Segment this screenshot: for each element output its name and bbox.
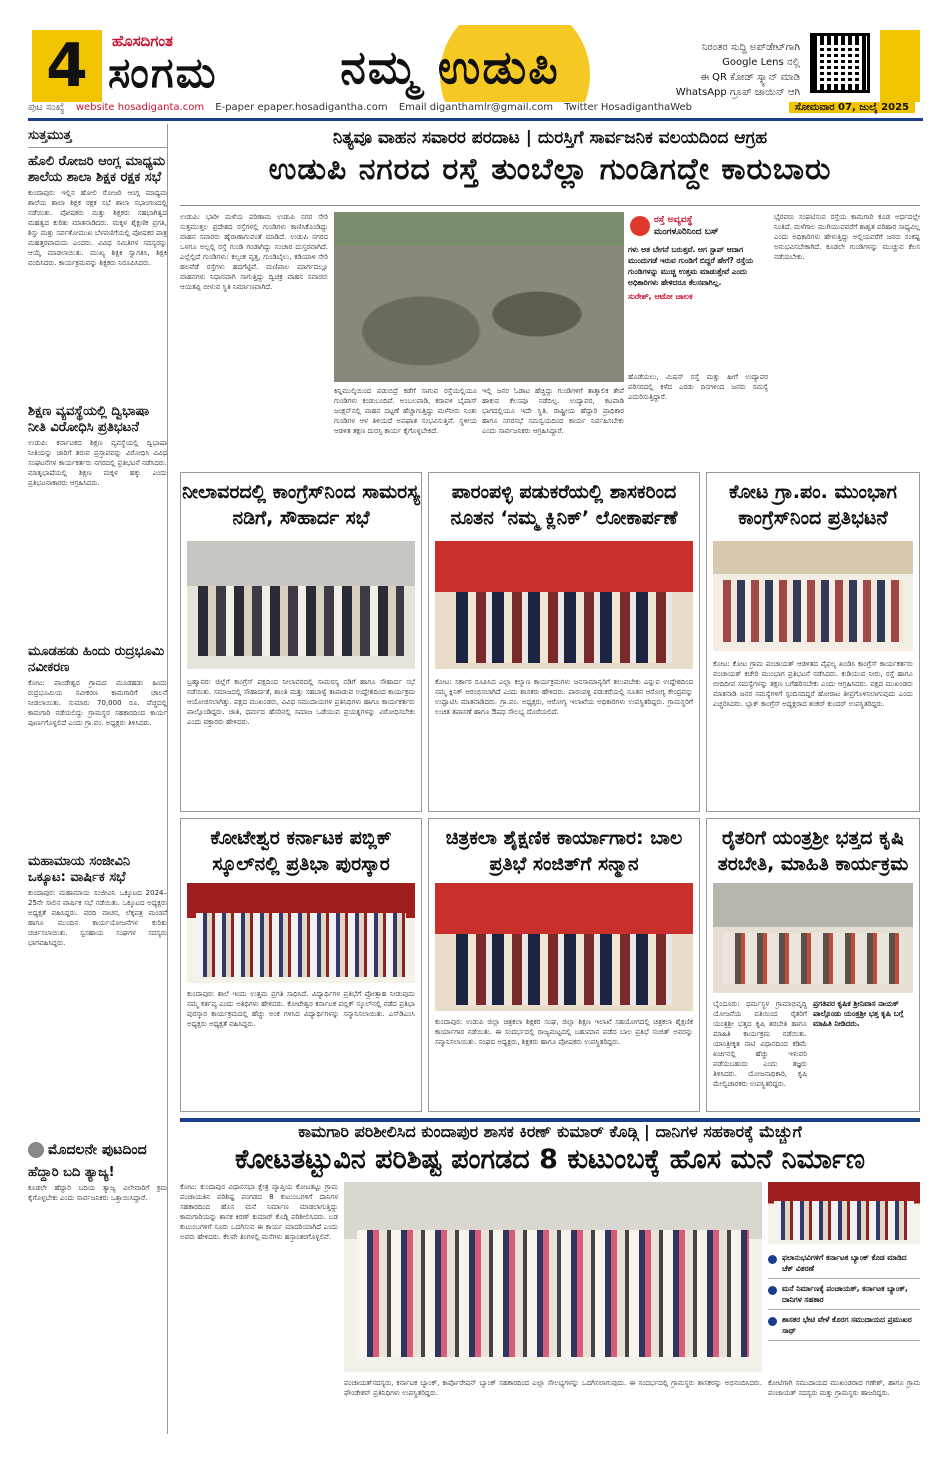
lead-col-2: ಕಿನ್ನಿಮುಲ್ಕಿಯಿಂದ ಪಡುಬಿದ್ರೆ ಕಡೆಗೆ ಸಾಗುವ ರಸ್ತೆಯಲ್ಲಿಯೂ ಗುಂಡಿಗಳು ಕಂಡುಬಂದಿವೆ. ಅಂಬಲಪಾಡಿ, ಕರಾವಳಿ ಬೈಪಾಸ್ ಜಂಕ್ಷನ್‌ನಲ್ಲಿ ವಾಹನ ದಟ್ಟಣೆ ಹೆಚ್ಚಾಗುತ್ತಿದ್ದು ಮಳೆನೀರು ನಿಂತು ಗುಂಡಿಗಳ ಆಳ ತಿಳಿಯದೆ ಅಪಘಾತ ಸಂಭವಿಸುತ್ತಿವೆ. ಸ್ಥಳೀಯ ಆಡಳಿತ ತಕ್ಷಣ ದುರಸ್ತಿ ಕಾರ್ಯ ಕೈಗೊಳ್ಳಬೇಕಿದೆ. xyxy=(334,387,477,435)
left-story-3-body: ಕೋಟ: ಪಾಂಡೇಶ್ವರ ಗ್ರಾಮದ ಮೂಡಹಡು ಹಿಂದು ರುದ್ರಭೂಮಿಯ ನವೀಕರಣ ಕಾಮಗಾರಿಗೆ ಚಾಲನೆ ನೀಡಲಾಯಿತು. ಸುಮಾರು 70,000 ರೂ. ವೆಚ್ಚದಲ್ಲಿ ಕಾಮಗಾರಿ ನಡೆಯಲಿದ್ದು ಗ್ರಾಮಸ್ಥರ ಸಹಕಾರದಿಂದ ಕಾರ್ಯ ಪೂರ್ಣಗೊಳ್ಳಲಿದೆ ಎಂದು ಗ್ರಾ.ಪಂ. ಅಧ್ಯಕ್ಷರು ತಿಳಿಸಿದರು. xyxy=(28,679,167,727)
masthead-rule xyxy=(28,118,923,121)
qr-line-2: Google Lens ನಲ್ಲಿ xyxy=(722,57,800,68)
left-story-1-body: ಕುಂದಾಪುರ: ಇಲ್ಲಿನ ಹೋಲಿ ರೋಜರಿ ಆಂಗ್ಲ ಮಾಧ್ಯಮ ಶಾಲೆಯ ಶಾಲಾ ಶಿಕ್ಷಕ ರಕ್ಷಕ ಸಭೆ ಶಾಲಾ ಸಭಾಂಗಣದಲ್ಲಿ ನಡೆಯಿತು. ಪೋಷಕರು ಮತ್ತು ಶಿಕ್ಷಕರು ಸಹಭಾಗಿತ್ವದ ಮಹತ್ವದ ಕುರಿತು ಮಾತನಾಡಿದರು. ಮಕ್ಕಳ ಶೈಕ್ಷಣಿಕ ಪ್ರಗತಿ, ಶಿಸ್ತು ಮತ್ತು ಸರ್ವತೋಮುಖ ಬೆಳವಣಿಗೆಯಲ್ಲಿ ಪೋಷಕರ ಪಾತ್ರ ಮಹತ್ತರವಾದುದು ಎಂದರು. ವಿವಿಧ ಸಮಿತಿಗಳ ಸದಸ್ಯರನ್ನು ಆಯ್ಕೆ ಮಾಡಲಾಯಿತು. ಮುಖ್ಯ ಶಿಕ್ಷಕಿ ಸ್ವಾಗತಿಸಿ, ಶಿಕ್ಷಕಿ ವಂದಿಸಿದರು. ಕಾರ್ಯಕ್ರಮವನ್ನು ಶಿಕ್ಷಕರು ನಿರೂಪಿಸಿದರು. xyxy=(28,189,167,267)
epaper-link[interactable]: E-paper epaper.hosadigantha.com xyxy=(215,102,388,113)
left-column xyxy=(28,124,168,1434)
bottom-bullets xyxy=(768,1248,920,1341)
twitter-link[interactable]: Twitter HosadiganthaWeb xyxy=(564,102,693,113)
qr-line-4: WhatsApp ಗ್ರೂಪ್ ಜಾಯಿನ್ ಆಗಿ xyxy=(675,87,800,98)
story-nilavara-title: ನೀಲಾವರದಲ್ಲಿ ಕಾಂಗ್ರೆಸ್‌ನಿಂದ ಸಾಮರಸ್ಯ ನಡಿಗೆ, ಸೌಹಾರ್ದ ಸಭೆ xyxy=(182,481,420,529)
story-yantrashri-body: ಬೈಂದೂರು: ಧರ್ಮಸ್ಥಳ ಗ್ರಾಮಾಭಿವೃದ್ಧಿ ಯೋಜನೆಯ ವತಿಯಿಂದ ರೈತರಿಗೆ ಯಂತ್ರಶ್ರೀ ಭತ್ತದ ಕೃಷಿ ತರಬೇತಿ ಹಾಗೂ ಮಾಹಿತಿ ಕಾರ್ಯಕ್ರಮ ನಡೆಯಿತು. ಯಾಂತ್ರೀಕೃತ ನಾಟಿ ವಿಧಾನದಿಂದ ಕಡಿಮೆ ಖರ್ಚಿನಲ್ಲಿ ಹೆಚ್ಚು ಇಳುವರಿ ಪಡೆಯಬಹುದು ಎಂದು ತಜ್ಞರು ತಿಳಿಸಿದರು. ಯೋಜನಾಧಿಕಾರಿ, ಕೃಷಿ ಮೇಲ್ವಿಚಾರಕರು ಉಪಸ್ಥಿತರಿದ್ದರು. xyxy=(713,1000,807,1088)
qr-accent xyxy=(880,30,920,102)
story-koteshwara-body: ಕುಂದಾಪುರ: ಶಾಲೆ ಇಂದು ಉತ್ತಮ ಪ್ರಗತಿ ಸಾಧಿಸಿದೆ. ವಿದ್ಯಾರ್ಥಿಗಳ ಪ್ರತಿಭೆಗೆ ಪ್ರೋತ್ಸಾಹ ನೀಡುವುದು ನಮ್ಮ ಕರ್ತವ್ಯ ಎಂದು ಅತಿಥಿಗಳು ಹೇಳಿದರು. ಕೋಟೇಶ್ವರ ಕರ್ನಾಟಕ ಪಬ್ಲಿಕ್ ಸ್ಕೂಲ್‌ನಲ್ಲಿ ನಡೆದ ಪ್ರತಿಭಾ ಪುರಸ್ಕಾರ ಕಾರ್ಯಕ್ರಮದಲ್ಲಿ ಹೆಚ್ಚು ಅಂಕ ಗಳಿಸಿದ ವಿದ್ಯಾರ್ಥಿಗಳನ್ನು ಸನ್ಮಾನಿಸಲಾಯಿತು. ಎಸ್‌ಡಿಎಂಸಿ ಅಧ್ಯಕ್ಷರು ಅಧ್ಯಕ್ಷತೆ ವಹಿಸಿದ್ದರು. xyxy=(187,990,415,1028)
lead-side-text: ಹೊಡೆಯಲು, ಮಿಷನ್ ರಸ್ತೆ ಮತ್ತು ಹೀಗೆ ಉದ್ಯಾವರ ಪರಿಸರದಲ್ಲಿ ಕಳೆದ ಎರಡು ದಿನಗಳಿಂದ ಜನರು ಸಮಸ್ಯೆ ಎದುರಿಸುತ್ತಿದ್ದಾರೆ. xyxy=(628,373,768,401)
page-label: ಪುಟ ಸಂಖ್ಯೆ xyxy=(28,102,65,113)
lead-col-3: ಇಲ್ಲಿ ಜನರ ಓಡಾಟ ಹೆಚ್ಚಿದ್ದು ಗುಂಡಿಗಳಿಗೆ ತಾತ್ಕಾಲಿಕ ತೇಪೆ ಹಾಕುವ ಕೆಲಸವೂ ನಡೆದಿಲ್ಲ. ಉದ್ಯಾವರ, ಕಟಪಾಡಿ ಭಾಗದಲ್ಲಿಯೂ ಇದೇ ಸ್ಥಿತಿ. ರಾಷ್ಟ್ರೀಯ ಹೆದ್ದಾರಿ ಪ್ರಾಧಿಕಾರ ಹಾಗೂ ನಗರಸಭೆ ಸಮನ್ವಯದಿಂದ ಕಾರ್ಯ ನಿರ್ವಹಿಸಬೇಕು ಎಂದು ಸಾರ್ವಜನಿಕರು ಆಗ್ರಹಿಸಿದ್ದಾರೆ. xyxy=(482,387,624,435)
left-story-4-body: ಕುಂದಾಪುರ: ಮಹಾಮಾಯ ಸಂಜೀವಿನಿ ಒಕ್ಕೂಟದ 2024–25ನೇ ಸಾಲಿನ ವಾರ್ಷಿಕ ಸಭೆ ನಡೆಯಿತು. ಒಕ್ಕೂಟದ ಅಧ್ಯಕ್ಷರು ಅಧ್ಯಕ್ಷತೆ ವಹಿಸಿದ್ದರು. ವರದಿ ವಾಚನ, ಲೆಕ್ಕಪತ್ರ ಮಂಡನೆ ಹಾಗೂ ಮುಂದಿನ ಕಾರ್ಯಯೋಜನೆಗಳ ಕುರಿತು ಚರ್ಚಿಸಲಾಯಿತು. ಸ್ವಸಹಾಯ ಸಂಘಗಳ ಸದಸ್ಯರು ಭಾಗವಹಿಸಿದ್ದರು. xyxy=(28,889,167,947)
qr-instructions xyxy=(600,40,800,100)
brand-logo: ಸಂಗಮ xyxy=(108,48,218,97)
yantrashri-caption: ಪ್ರಗತಿಪರ ಕೃಷಿಕ ಶ್ರೀನಿವಾಸ ನಾಯಕ್ ಪಾಲ್ಗೊಂಡು ಯಂತ್ರಶ್ರೀ ಭತ್ತ ಕೃಷಿ ಬಗ್ಗೆ ಮಾಹಿತಿ ನೀಡಿದರು. xyxy=(813,999,904,1028)
pen-icon xyxy=(28,1142,44,1158)
page-number: 4 xyxy=(32,30,102,102)
story-kota-protest-body: ಕೋಟ: ಕೋಟ ಗ್ರಾಮ ಪಂಚಾಯತ್ ಆಡಳಿತದ ವೈಫಲ್ಯ ಖಂಡಿಸಿ ಕಾಂಗ್ರೆಸ್ ಕಾರ್ಯಕರ್ತರು ಪಂಚಾಯತ್ ಕಚೇರಿ ಮುಂಭಾಗ ಪ್ರತಿಭಟನೆ ನಡೆಸಿದರು. ಕುಡಿಯುವ ನೀರು, ರಸ್ತೆ ಹಾಗೂ ಬೀದಿದೀಪ ಸಮಸ್ಯೆಗಳನ್ನು ತಕ್ಷಣ ಬಗೆಹರಿಸಬೇಕು ಎಂದು ಆಗ್ರಹಿಸಿದರು. ಪಕ್ಷದ ಮುಖಂಡರು ಮಾತನಾಡಿ ಜನರ ಸಮಸ್ಯೆಗಳಿಗೆ ಸ್ಪಂದಿಸದಿದ್ದರೆ ಹೋರಾಟ ತೀವ್ರಗೊಳಿಸಲಾಗುವುದು ಎಂದು ಎಚ್ಚರಿಸಿದರು. ಬ್ಲಾಕ್ ಕಾಂಗ್ರೆಸ್ ಅಧ್ಯಕ್ಷರಾದ ಶಂಕರ್ ಕುಂದರ್ ಉಪಸ್ಥಿತರಿದ್ದರು. xyxy=(713,660,913,708)
left-story-3-title: ಮೂಡಹಡು ಹಿಂದು ರುದ್ರಭೂಮಿ ನವೀಕರಣ xyxy=(28,644,165,675)
story-yantrashri xyxy=(706,818,920,1112)
qr-code-icon[interactable] xyxy=(810,33,870,93)
qr-line-3: ಈ QR ಕೋಡ್ ಸ್ಕ್ಯಾನ್ ಮಾಡಿ xyxy=(700,72,800,83)
section-logo: ಸುತ್ತಮುತ್ತ xyxy=(28,124,167,148)
left-story-5-body: ಕೂಡಲೇ ಹೆದ್ದಾರಿ ಬದಿಯ ತ್ಯಾಜ್ಯ ವಿಲೇವಾರಿಗೆ ಕ್ರಮ ಕೈಗೊಳ್ಳಬೇಕು ಎಂದು ಸಾರ್ವಜನಿಕರು ಒತ್ತಾಯಿಸಿದ್ದಾರೆ. xyxy=(28,1184,167,1202)
email-link[interactable]: Email diganthamlr@gmail.com xyxy=(398,102,554,113)
nammaclinic-photo xyxy=(435,541,693,669)
quote-sub: ಮಂಗಳೂರಿನಿಂದ ಬಸ್ xyxy=(654,227,719,237)
quote-icon xyxy=(630,216,650,236)
house-side-photo xyxy=(768,1182,920,1244)
story-nammaclinic xyxy=(428,472,700,812)
brand-small: ಹೊಸದಿಗಂತ xyxy=(112,32,173,50)
story-koteshwara-title: ಕೋಟೇಶ್ವರ ಕರ್ನಾಟಕ ಪಬ್ಲಿಕ್ ಸ್ಕೂಲ್‌ನಲ್ಲಿ ಪ್ರತಿಭಾ ಪುರಸ್ಕಾರ xyxy=(210,827,392,875)
front-page-label: ಮೊದಲನೇ ಪುಟದಿಂದ xyxy=(48,1142,147,1158)
story-nilavara-body: ಬ್ರಹ್ಮಾವರ: ಜಿಲ್ಲೆಗೆ ಕಾಂಗ್ರೆಸ್ ಪಕ್ಷದಿಂದ ನೀಲಾವರದಲ್ಲಿ ಸಾಮರಸ್ಯ ನಡಿಗೆ ಹಾಗೂ ಸೌಹಾರ್ದ ಸಭೆ ನಡೆಯಿತು. ಸಮಾಜದಲ್ಲಿ ಸೌಹಾರ್ದತೆ, ಶಾಂತಿ ಮತ್ತು ಸಹಬಾಳ್ವೆ ಕಾಪಾಡುವ ಉದ್ದೇಶದಿಂದ ಕಾರ್ಯಕ್ರಮ ಆಯೋಜಿಸಲಾಗಿತ್ತು. ಪಕ್ಷದ ಮುಖಂಡರು, ವಿವಿಧ ಸಮುದಾಯಗಳ ಪ್ರತಿನಿಧಿಗಳು ಹಾಗೂ ಕಾರ್ಯಕರ್ತರು ಪಾಲ್ಗೊಂಡಿದ್ದರು. ಜಾತಿ, ಧರ್ಮದ ಹೆಸರಿನಲ್ಲಿ ಸಮಾಜ ಒಡೆಯುವ ಪ್ರಯತ್ನಗಳನ್ನು ವಿರೋಧಿಸಬೇಕು ಎಂದು ವಕ್ತಾರರು ಹೇಳಿದರು. xyxy=(187,678,415,726)
kota-protest-photo xyxy=(713,541,913,651)
road-potholes-photo xyxy=(334,212,624,382)
story-chitrakala xyxy=(428,818,700,1112)
qr-line-1: ನಿರಂತರ ಸುದ್ದಿ ಅಪ್‌ಡೇಟ್‌ಗಾಗಿ xyxy=(701,42,800,53)
bottom-headline: ಕೋಟತಟ್ಟುವಿನ ಪರಿಶಿಷ್ಟ ಪಂಗಡದ 8 ಕುಟುಂಬಕ್ಕೆ ಹೊಸ ಮನೆ ನಿರ್ಮಾಣ xyxy=(235,1144,865,1175)
edition-title: ನಮ್ಮ ಉಡುಪಿ xyxy=(340,40,560,94)
front-page-continued xyxy=(28,1142,167,1159)
left-story-2-body: ಉಡುಪಿ: ಕರ್ನಾಟಕದ ಶಿಕ್ಷಣ ವ್ಯವಸ್ಥೆಯಲ್ಲಿ ದ್ವಿಭಾಷಾ ನೀತಿಯನ್ನು ಜಾರಿಗೆ ತರುವ ಪ್ರಸ್ತಾಪವನ್ನು ವಿರೋಧಿಸಿ ವಿವಿಧ ಸಂಘಟನೆಗಳ ಕಾರ್ಯಕರ್ತರು ನಗರದಲ್ಲಿ ಪ್ರತಿಭಟನೆ ನಡೆಸಿದರು. ಮಾತೃಭಾಷೆಯಲ್ಲಿ ಶಿಕ್ಷಣ ಮಕ್ಕಳ ಹಕ್ಕು ಎಂದು ಪ್ರತಿಭಟನಾಕಾರರು ಆಗ್ರಹಿಸಿದರು. xyxy=(28,439,167,487)
lead-kicker: ನಿತ್ಯವೂ ವಾಹನ ಸವಾರರ ಪರದಾಟ | ದುರಸ್ತಿಗೆ ಸಾರ್ವಜನಿಕ ವಲಯದಿಂದ ಆಗ್ರಹ xyxy=(332,128,768,148)
bullet-item: ಮನೆ ನಿರ್ಮಾಣಕ್ಕೆ ಪಂಚಾಯತ್, ಕರ್ನಾಟಕ ಬ್ಯಾಂಕ್, ದಾನಿಗಳ ಸಹಕಾರ xyxy=(768,1279,920,1310)
quote-box xyxy=(628,214,768,362)
story-nammaclinic-title: ಪಾರಂಪಳ್ಳಿ ಪಡುಕರೆಯಲ್ಲಿ ಶಾಸಕರಿಂದ ನೂತನ ‘ನಮ್ಮ ಕ್ಲಿನಿಕ್’ ಲೋಕಾರ್ಪಣೆ xyxy=(450,481,678,529)
quote-author: ಸುರೇಶ್, ಆಟೋ ಚಾಲಕ xyxy=(628,292,693,301)
bullet-item: ಶಾಸಕರ ಭೇಟಿ ವೇಳೆ ಕೊರಗ ಸಮುದಾಯದ ಪ್ರಮುಖರ ಸಾಥ್ xyxy=(768,1310,920,1341)
bottom-kicker: ಕಾಮಗಾರಿ ಪರಿಶೀಲಿಸಿದ ಕುಂದಾಪುರ ಶಾಸಕ ಕಿರಣ್ ಕುಮಾರ್ ಕೊಡ್ಗಿ | ದಾನಿಗಳ ಸಹಕಾರಕ್ಕೆ ಮೆಚ್ಚುಗೆ xyxy=(298,1122,802,1141)
story-chitrakala-title: ಚಿತ್ರಕಲಾ ಶೈಕ್ಷಣಿಕ ಕಾರ್ಯಾಗಾರ: ಬಾಲ ಪ್ರತಿಭೆ ಸಂಜಿತ್‌ಗೆ ಸನ್ಮಾನ xyxy=(445,827,683,875)
story-yantrashri-body-2 xyxy=(813,1053,913,1107)
nilavara-photo xyxy=(187,541,415,669)
lead-col-1: ಉಡುಪಿ: ಭಾರೀ ಮಳೆಯ ಪರಿಣಾಮ ಉಡುಪಿ ನಗರ ಸೇರಿ ಸುತ್ತಮುತ್ತಲ ಪ್ರದೇಶದ ರಸ್ತೆಗಳಲ್ಲಿ ಗುಂಡಿಗಳು ಕಾಣಿಸಿಕೊಂಡಿದ್ದು ವಾಹನ ಸವಾರರು ಹೈರಾಣಾಗುವಂತೆ ಮಾಡಿದೆ. ಉಡುಪಿ ನಗರದ ಒಳಗೂ ಅಲ್ಲಲ್ಲಿ ರಸ್ತೆ ಗುಂಡಿ ಗಂಡಾಗಿದ್ದು ಸಂಚಾರ ದುಸ್ತರವಾಗಿದೆ. ಎಲ್ಲೆಲ್ಲಿದೆ ಗುಂಡಿಗಳು: ಕಲ್ಸಂಕ ವೃತ್ತ, ಗುಂಡಿಬೈಲು, ಕಡಿಯಾಳಿ ಸೇರಿ ಹಲವೆಡೆ ರಸ್ತೆಗಳು ಹದಗೆಟ್ಟಿವೆ. ಮಣಿಪಾಲ ಮಾರ್ಗದಲ್ಲೂ ವಾಹನಗಳು ನಿಧಾನವಾಗಿ ಸಾಗುತ್ತಿದ್ದು ದ್ವಿಚಕ್ರ ವಾಹನ ಸವಾರರು ಆಯತಪ್ಪಿ ಬೀಳುವ ಸ್ಥಿತಿ ನಿರ್ಮಾಣವಾಗಿದೆ. xyxy=(180,213,328,291)
issue-date: ಸೋಮವಾರ 07, ಜುಲೈ 2025 xyxy=(789,102,915,113)
bottom-body-right: ಕೋಟಿಗಾಗಿ ಸಮುದಾಯದ ಮುಖಂಡರಾದ ಗಣೇಶ್, ಹಾಗೂ ಗ್ರಾಮ ಪಂಚಾಯತ್ ಸದಸ್ಯರು ಮತ್ತು ಗ್ರಾಮಸ್ಥರು ಹಾಜರಿದ್ದರು. xyxy=(768,1379,920,1397)
quote-text: ಗಳು ಆತ ಬೇಗನೆ ಬರುತ್ತವೆ. ಆಗ ಸ್ಟಾಪ್ ಆದಾಗ ಮುಂದುಗಡೆ ಇರುವ ಗುಂಡಿಗೆ ಬಿದ್ದರೆ ಹೇಗೆ? ರಸ್ತೆಯ ಗುಂಡಿಗಳನ್ನು ಮುಚ್ಚಿ ಉತ್ತಮ ಮಾಡುತ್ತೇವೆ ಎಂದು ಅಧಿಕಾರಿಗಳು ಹೇಳಿದರೂ ಕೆಲಸವಾಗಿಲ್ಲ. xyxy=(628,245,754,287)
story-chitrakala-body: ಕುಂದಾಪುರ: ಉಡುಪಿ ಜಿಲ್ಲಾ ಚಿತ್ರಕಲಾ ಶಿಕ್ಷಕರ ಸಂಘ, ಜಿಲ್ಲಾ ಶಿಕ್ಷಣ ಇಲಾಖೆ ಸಹಯೋಗದಲ್ಲಿ ಚಿತ್ರಕಲಾ ಶೈಕ್ಷಣಿಕ ಕಾರ್ಯಾಗಾರ ನಡೆಯಿತು. ಈ ಸಂದರ್ಭದಲ್ಲಿ ರಾಜ್ಯಮಟ್ಟದಲ್ಲಿ ಬಹುಮಾನ ಪಡೆದ ಬಾಲ ಪ್ರತಿಭೆ ಸಂಜಿತ್ ಅವರನ್ನು ಸನ್ಮಾನಿಸಲಾಯಿತು. ಸಂಘದ ಅಧ್ಯಕ್ಷರು, ಶಿಕ್ಷಕರು ಹಾಗೂ ಪೋಷಕರು ಉಪಸ್ಥಿತರಿದ್ದರು. xyxy=(435,1018,693,1046)
left-story-5-title: ಹೆದ್ದಾರಿ ಬದಿ ತ್ಯಾಜ್ಯ! xyxy=(28,1165,115,1180)
divider xyxy=(180,205,920,206)
story-nammaclinic-body: ಕೋಟ: ಸರ್ಕಾರ ರೂಪಿಸಿದ ಎಲ್ಲಾ ಕಲ್ಯಾಣ ಕಾರ್ಯಕ್ರಮಗಳು ಜನಸಾಮಾನ್ಯರಿಗೆ ತಲುಪಬೇಕು ಎನ್ನುವ ಉದ್ದೇಶದಿಂದ ನಮ್ಮ ಕ್ಲಿನಿಕ್ ಆರಂಭಿಸಲಾಗಿದೆ ಎಂದು ಶಾಸಕರು ಹೇಳಿದರು. ಪಾರಂಪಳ್ಳಿ ಪಡುಕರೆಯಲ್ಲಿ ನೂತನ ಆರೋಗ್ಯ ಕೇಂದ್ರವನ್ನು ಉದ್ಘಾಟಿಸಿ ಮಾತನಾಡಿದರು. ಗ್ರಾ.ಪಂ. ಅಧ್ಯಕ್ಷರು, ಆರೋಗ್ಯ ಇಲಾಖೆಯ ಅಧಿಕಾರಿಗಳು ಉಪಸ್ಥಿತರಿದ್ದರು. ಗ್ರಾಮಸ್ಥರಿಗೆ ಉಚಿತ ತಪಾಸಣೆ ಹಾಗೂ ಔಷಧ ಸೌಲಭ್ಯ ದೊರೆಯಲಿದೆ. xyxy=(435,678,693,716)
website-link[interactable]: website hosadiganta.com xyxy=(75,102,205,113)
left-story-1-title: ಹೊಲಿ ರೋಜರಿ ಆಂಗ್ಲ ಮಾಧ್ಯಮ ಶಾಲೆಯ ಶಾಲಾ ಶಿಕ್ಷಕ ರಕ್ಷಕ ಸಭೆ xyxy=(28,154,166,185)
story-kota-protest-title: ಕೋಟ ಗ್ರಾ.ಪಂ. ಮುಂಭಾಗ ಕಾಂಗ್ರೆಸ್‌ನಿಂದ ಪ್ರತಿಭಟನೆ xyxy=(729,481,897,529)
story-nilavara xyxy=(180,472,422,812)
left-story-2-title: ಶಿಕ್ಷಣ ವ್ಯವಸ್ಥೆಯಲ್ಲಿ ದ್ವಿಭಾಷಾ ನೀತಿ ವಿರೋಧಿಸಿ ಪ್ರತಿಭಟನೆ xyxy=(28,404,150,435)
story-kota-protest xyxy=(706,472,920,812)
lead-headline: ಉಡುಪಿ ನಗರದ ರಸ್ತೆ ತುಂಬೆಲ್ಲಾ ಗುಂಡಿಗದ್ದೇ ಕಾರುಬಾರು xyxy=(268,152,832,187)
quote-tag: ರಸ್ತೆ ಅವ್ಯವಸ್ಥೆ xyxy=(654,215,693,225)
left-story-4-title: ಮಹಾಮಾಯ ಸಂಜೀವಿನಿ ಒಕ್ಕೂಟ: ವಾರ್ಷಿಕ ಸಭೆ xyxy=(28,854,131,885)
bullet-item: ಫಲಾನುಭವಿಗಳಿಗೆ ಕರ್ನಾಟಕ ಬ್ಯಾಂಕ್ ಕೊಡ ಮಾಡಿದ ಚೆಕ್ ವಿತರಣೆ xyxy=(768,1248,920,1279)
koteshwara-photo xyxy=(187,883,415,983)
lead-col-4: ಭೈರವರು ಸಂಘಟಿಸುವ ರಸ್ತೆಯ ಕಾಮಗಾರಿ ಕೂಡ ಅರ್ಧದಲ್ಲೇ ನಿಂತಿದೆ. ಮಳೆಗಾಲ ಮುಗಿಯುವವರೆಗೆ ಶಾಶ್ವತ ಪರಿಹಾರ ಸಾಧ್ಯವಿಲ್ಲ ಎಂದು ಅಧಿಕಾರಿಗಳು ಹೇಳುತ್ತಿದ್ದು ಅಲ್ಲಿಯವರೆಗೆ ಜನರು ಸಂಕಷ್ಟ ಅನುಭವಿಸಬೇಕಾಗಿದೆ. ಕೂಡಲೇ ಗುಂಡಿಗಳನ್ನು ಮುಚ್ಚುವ ಕೆಲಸ ನಡೆಯಬೇಕು. xyxy=(774,213,920,261)
yantrashri-photo xyxy=(713,883,913,993)
story-koteshwara xyxy=(180,818,422,1112)
chitrakala-photo xyxy=(435,883,693,1011)
story-yantrashri-title: ರೈತರಿಗೆ ಯಂತ್ರಶ್ರೀ ಭತ್ತದ ಕೃಷಿ ತರಬೇತಿ, ಮಾಹಿತಿ ಕಾರ್ಯಕ್ರಮ xyxy=(717,827,909,875)
info-bar xyxy=(28,102,923,116)
bottom-body-mid: ಪಂಚಾಯತ್‌ಸದಸ್ಯರು, ಕರ್ನಾಟಕ ಬ್ಯಾಂಕ್, ಕಾರ್ಪೊರೇಷನ್ ಬ್ಯಾಂಕ್ ಸಹಕಾರದಿಂದ ಎಲ್ಲಾ ಸೌಲಭ್ಯಗಳನ್ನು ಒದಗಿಸಲಾಗುವುದು. ಈ ಸಂದರ್ಭದಲ್ಲಿ ಗ್ರಾಮಸ್ಥರು ಶಾಸಕರನ್ನು ಅಭಿನಂದಿಸಿದರು. ಫೌಂಡೇಶನ್ ಪ್ರತಿನಿಧಿಗಳು ಉಪಸ್ಥಿತರಿದ್ದರು. xyxy=(344,1379,762,1397)
house-handover-photo xyxy=(344,1182,762,1372)
bottom-body-left: ಕೋಟ: ಕುಂದಾಪುರ ವಿಧಾನಸಭಾ ಕ್ಷೇತ್ರ ವ್ಯಾಪ್ತಿಯ ಕೋಟತಟ್ಟು ಗ್ರಾಮ ಪಂಚಾಯತಿನ ಪರಿಶಿಷ್ಟ ಪಂಗಡದ 8 ಕುಟುಂಬಗಳಿಗೆ ದಾನಿಗಳ ಸಹಕಾರದಿಂದ ಹೊಸ ಮನೆ ನಿರ್ಮಾಣ ಮಾಡಲಾಗುತ್ತಿದ್ದು ಕಾಮಗಾರಿಯನ್ನು ಶಾಸಕ ಕಿರಣ್ ಕುಮಾರ್ ಕೊಡ್ಗಿ ಪರಿಶೀಲಿಸಿದರು. ಬಡ ಕುಟುಂಬಗಳಿಗೆ ಸೂರು ಒದಗಿಸುವ ಈ ಕಾರ್ಯ ಮಾದರಿಯಾಗಿದೆ ಎಂದು ಅವರು ಹೇಳಿದರು. ಕೆಲವೇ ತಿಂಗಳಲ್ಲಿ ಮನೆಗಳು ಹಸ್ತಾಂತರಗೊಳ್ಳಲಿವೆ. xyxy=(180,1183,338,1241)
